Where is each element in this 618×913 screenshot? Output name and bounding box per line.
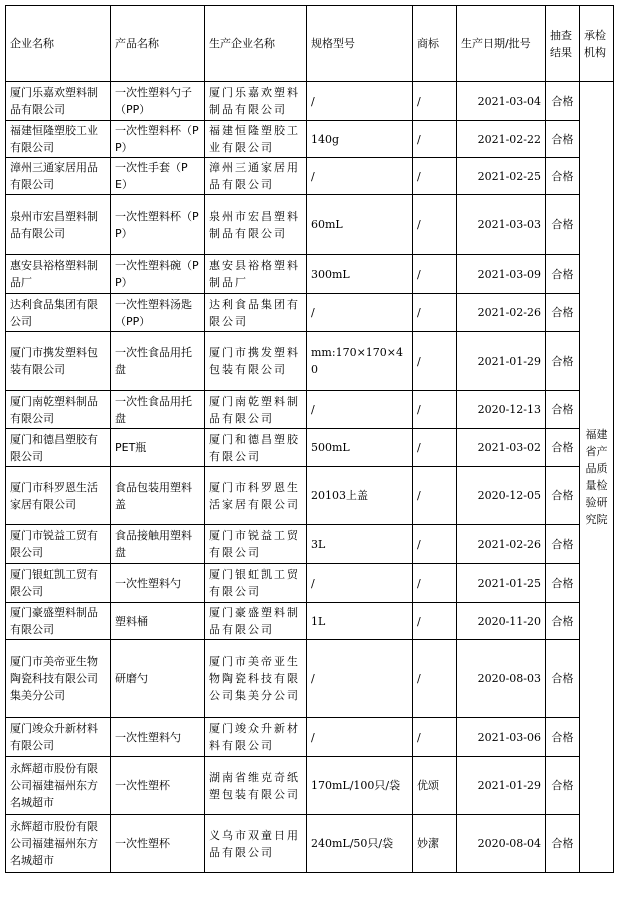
header-date: 生产日期/批号: [457, 6, 546, 82]
result-cell: 合格: [546, 757, 580, 815]
spec-cell: /: [307, 564, 413, 603]
brand-cell: /: [413, 391, 457, 429]
brand-cell: /: [413, 429, 457, 467]
product-cell: 一次性塑料勺: [111, 718, 205, 757]
date-cell: 2021-02-26: [457, 294, 546, 332]
spec-cell: 60mL: [307, 195, 413, 255]
manufacturer-cell: 达利食品集团有限公司: [205, 294, 307, 332]
spec-cell: 140g: [307, 121, 413, 158]
brand-cell: /: [413, 640, 457, 718]
date-cell: 2021-02-22: [457, 121, 546, 158]
date-cell: 2021-02-25: [457, 158, 546, 195]
company-cell: 泉州市宏昌塑料制品有限公司: [6, 195, 111, 255]
date-cell: 2020-11-20: [457, 603, 546, 640]
brand-cell: /: [413, 564, 457, 603]
result-cell: 合格: [546, 467, 580, 525]
date-cell: 2021-01-29: [457, 332, 546, 391]
manufacturer-cell: 厦门和德昌塑胶有限公司: [205, 429, 307, 467]
table-row: [6, 332, 614, 391]
result-cell: 合格: [546, 195, 580, 255]
company-cell: 厦门市科罗恩生活家居有限公司: [6, 467, 111, 525]
manufacturer-cell: 泉州市宏昌塑料制品有限公司: [205, 195, 307, 255]
date-cell: 2021-03-06: [457, 718, 546, 757]
product-cell: 食品接触用塑料盘: [111, 525, 205, 564]
manufacturer-cell: 厦门市锐益工贸有限公司: [205, 525, 307, 564]
result-cell: 合格: [546, 718, 580, 757]
result-cell: 合格: [546, 640, 580, 718]
table-row: [6, 564, 614, 603]
result-cell: 合格: [546, 82, 580, 121]
brand-cell: /: [413, 158, 457, 195]
company-cell: 厦门市锐益工贸有限公司: [6, 525, 111, 564]
spec-cell: 20103上盖: [307, 467, 413, 525]
table-row: [6, 391, 614, 429]
date-cell: 2021-01-29: [457, 757, 546, 815]
brand-cell: /: [413, 121, 457, 158]
date-cell: 2021-03-09: [457, 255, 546, 294]
table-row: [6, 429, 614, 467]
company-cell: 福建恒隆塑胶工业有限公司: [6, 121, 111, 158]
product-cell: 一次性塑料碗（PP）: [111, 255, 205, 294]
brand-cell: /: [413, 294, 457, 332]
table-row: [6, 121, 614, 158]
table-row: [6, 255, 614, 294]
product-cell: 一次性食品用托盘: [111, 391, 205, 429]
spec-cell: /: [307, 294, 413, 332]
company-cell: 永辉超市股份有限公司福建福州东方名城超市: [6, 815, 111, 873]
table-row: [6, 757, 614, 815]
date-cell: 2020-08-03: [457, 640, 546, 718]
company-cell: 厦门竣众升新材料有限公司: [6, 718, 111, 757]
table-row: [6, 158, 614, 195]
table-row: [6, 82, 614, 121]
institution-cell: 福建省产品质量检验研究院: [580, 82, 614, 873]
manufacturer-cell: 厦门银虹凯工贸有限公司: [205, 564, 307, 603]
header-product: 产品名称: [111, 6, 205, 82]
spec-cell: 300mL: [307, 255, 413, 294]
spec-cell: /: [307, 82, 413, 121]
product-cell: 一次性食品用托盘: [111, 332, 205, 391]
manufacturer-cell: 厦门乐嘉欢塑料制品有限公司: [205, 82, 307, 121]
spec-cell: /: [307, 391, 413, 429]
brand-cell: /: [413, 603, 457, 640]
manufacturer-cell: 福建恒隆塑胶工业有限公司: [205, 121, 307, 158]
brand-cell: /: [413, 255, 457, 294]
manufacturer-cell: 惠安县裕格塑料制品厂: [205, 255, 307, 294]
product-cell: 一次性塑杯: [111, 757, 205, 815]
header-manufacturer: 生产企业名称: [205, 6, 307, 82]
result-cell: 合格: [546, 391, 580, 429]
manufacturer-cell: 厦门市美帝亚生物陶瓷科技有限公司集美分公司: [205, 640, 307, 718]
date-cell: 2020-12-05: [457, 467, 546, 525]
spec-cell: /: [307, 158, 413, 195]
product-cell: 塑料桶: [111, 603, 205, 640]
table-body: [6, 82, 614, 873]
manufacturer-cell: 厦门市携发塑料包装有限公司: [205, 332, 307, 391]
table-row: [6, 525, 614, 564]
company-cell: 厦门和德昌塑胶有限公司: [6, 429, 111, 467]
date-cell: 2020-08-04: [457, 815, 546, 873]
header-company: 企业名称: [6, 6, 111, 82]
product-cell: 一次性塑料杯（PP）: [111, 195, 205, 255]
inspection-results-table: [5, 5, 614, 873]
table-row: [6, 718, 614, 757]
product-cell: 一次性塑料汤匙（PP）: [111, 294, 205, 332]
brand-cell: /: [413, 195, 457, 255]
brand-cell: /: [413, 467, 457, 525]
result-cell: 合格: [546, 158, 580, 195]
product-cell: 一次性塑杯: [111, 815, 205, 873]
company-cell: 厦门南乾塑料制品有限公司: [6, 391, 111, 429]
result-cell: 合格: [546, 121, 580, 158]
product-cell: PET瓶: [111, 429, 205, 467]
manufacturer-cell: 厦门竣众升新材料有限公司: [205, 718, 307, 757]
table-row: [6, 195, 614, 255]
header-result: 抽查结果: [546, 6, 580, 82]
spec-cell: 1L: [307, 603, 413, 640]
date-cell: 2021-03-03: [457, 195, 546, 255]
brand-cell: 妙潔: [413, 815, 457, 873]
product-cell: 一次性塑料勺子（PP）: [111, 82, 205, 121]
date-cell: 2021-02-26: [457, 525, 546, 564]
spec-cell: 240mL/50只/袋: [307, 815, 413, 873]
brand-cell: /: [413, 525, 457, 564]
result-cell: 合格: [546, 429, 580, 467]
date-cell: 2021-03-04: [457, 82, 546, 121]
spec-cell: /: [307, 718, 413, 757]
manufacturer-cell: 义乌市双童日用品有限公司: [205, 815, 307, 873]
product-cell: 一次性手套（PE）: [111, 158, 205, 195]
manufacturer-cell: 漳州三通家居用品有限公司: [205, 158, 307, 195]
result-cell: 合格: [546, 603, 580, 640]
table-row: [6, 640, 614, 718]
brand-cell: /: [413, 718, 457, 757]
header-institution: 承检机构: [580, 6, 614, 82]
company-cell: 永辉超市股份有限公司福建福州东方名城超市: [6, 757, 111, 815]
brand-cell: 优颂: [413, 757, 457, 815]
manufacturer-cell: 厦门豪盛塑料制品有限公司: [205, 603, 307, 640]
table-row: [6, 467, 614, 525]
manufacturer-cell: 厦门市科罗恩生活家居有限公司: [205, 467, 307, 525]
company-cell: 厦门银虹凯工贸有限公司: [6, 564, 111, 603]
spec-cell: 170mL/100只/袋: [307, 757, 413, 815]
spec-cell: /: [307, 640, 413, 718]
result-cell: 合格: [546, 294, 580, 332]
result-cell: 合格: [546, 525, 580, 564]
company-cell: 厦门市携发塑料包装有限公司: [6, 332, 111, 391]
spec-cell: 500mL: [307, 429, 413, 467]
spec-cell: 3L: [307, 525, 413, 564]
product-cell: 研磨勺: [111, 640, 205, 718]
manufacturer-cell: 湖南省维克奇纸塑包装有限公司: [205, 757, 307, 815]
company-cell: 厦门豪盛塑料制品有限公司: [6, 603, 111, 640]
result-cell: 合格: [546, 815, 580, 873]
header-row: [6, 6, 614, 82]
product-cell: 食品包装用塑料盖: [111, 467, 205, 525]
header-spec: 规格型号: [307, 6, 413, 82]
company-cell: 厦门市美帝亚生物陶瓷科技有限公司集美分公司: [6, 640, 111, 718]
product-cell: 一次性塑料杯（PP）: [111, 121, 205, 158]
manufacturer-cell: 厦门南乾塑料制品有限公司: [205, 391, 307, 429]
brand-cell: /: [413, 82, 457, 121]
result-cell: 合格: [546, 255, 580, 294]
table-row: [6, 603, 614, 640]
date-cell: 2020-12-13: [457, 391, 546, 429]
company-cell: 厦门乐嘉欢塑料制品有限公司: [6, 82, 111, 121]
table-row: [6, 815, 614, 873]
table-row: [6, 294, 614, 332]
header-brand: 商标: [413, 6, 457, 82]
result-cell: 合格: [546, 332, 580, 391]
date-cell: 2021-01-25: [457, 564, 546, 603]
brand-cell: /: [413, 332, 457, 391]
product-cell: 一次性塑料勺: [111, 564, 205, 603]
date-cell: 2021-03-02: [457, 429, 546, 467]
company-cell: 惠安县裕格塑料制品厂: [6, 255, 111, 294]
spec-cell: mm:170×170×40: [307, 332, 413, 391]
result-cell: 合格: [546, 564, 580, 603]
company-cell: 漳州三通家居用品有限公司: [6, 158, 111, 195]
company-cell: 达利食品集团有限公司: [6, 294, 111, 332]
